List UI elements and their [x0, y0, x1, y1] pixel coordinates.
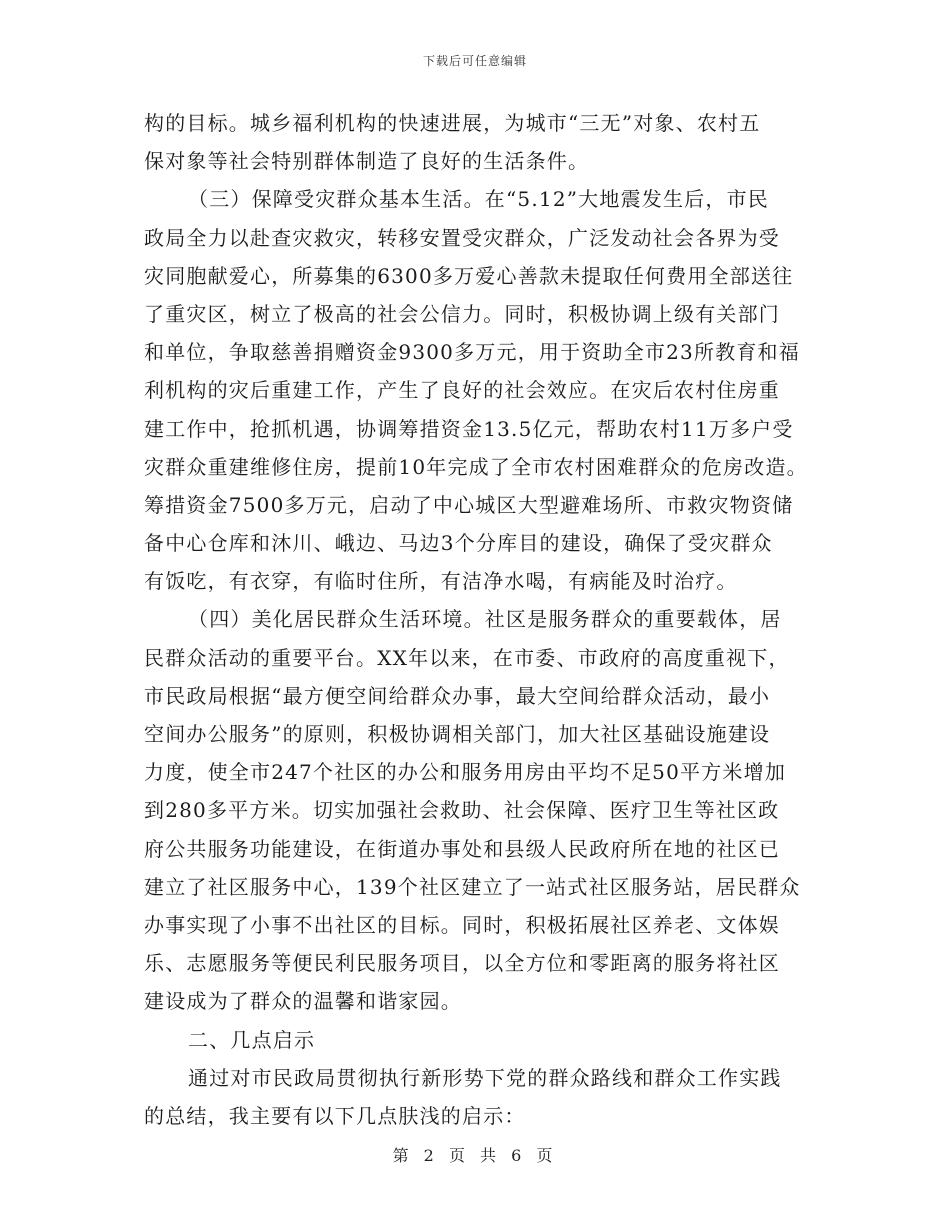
text-line: 的总结，我主要有以下几点肤浅的启示：	[144, 1103, 526, 1128]
text-line: 建设成为了群众的温馨和谐家园。	[144, 989, 462, 1014]
text-line: 乐、志愿服务等便民利民服务项目，以全方位和零距离的服务将社区	[144, 951, 780, 976]
text-line: 保对象等社会特别群体制造了良好的生活条件。	[144, 149, 590, 174]
text-line: 有饭吃，有衣穿，有临时住所，有洁净水喝，有病能及时治疗。	[144, 569, 738, 594]
text-line: 力度，使全市247个社区的办公和服务用房由平均不足50平方米增加	[144, 760, 787, 785]
page-header: 下载后可任意编辑	[422, 54, 527, 68]
text-line: 到280多平方米。切实加强社会救助、社会保障、医疗卫生等社区政	[144, 798, 780, 823]
text-line: 二、几点启示	[188, 1027, 316, 1052]
text-line: 筹措资金7500多万元，启动了中心城区大型避难场所、市救灾物资储	[144, 492, 794, 517]
text-line: 备中心仓库和沐川、峨边、马边3个分库目的建设，确保了受灾群众	[144, 531, 773, 556]
text-line: 空间办公服务”的原则，积极协调相关部门，加大社区基础设施建设	[144, 722, 771, 746]
text-line: 灾同胞献爱心，所募集的6300多万爱心善款未提取任何费用全部送往	[144, 263, 794, 288]
text-line: （四）美化居民群众生活环境。社区是服务群众的重要载体，居	[188, 607, 782, 632]
text-line: 和单位，争取慈善捐赠资金9300多万元，用于资助全市23所教育和福	[144, 340, 800, 365]
text-line: 政局全力以赴查灾救灾，转移安置受灾群众，广泛发动社会各界为受	[144, 225, 780, 250]
text-line: 建立了社区服务中心，139个社区建立了一站式社区服务站，居民群众	[144, 874, 801, 899]
text-line: 建工作中，抢抓机遇，协调筹措资金13.5亿元，帮助农村11万多户受	[144, 416, 794, 441]
document-body	[144, 104, 814, 1135]
text-line: 了重灾区，树立了极高的社会公信力。同时，积极协调上级有关部门	[144, 301, 780, 326]
text-line: 构的目标。城乡福利机构的快速进展，为城市“三无”对象、农村五	[144, 111, 761, 135]
text-line: 府公共服务功能建设，在街道办事处和县级人民政府所在地的社区已	[144, 836, 780, 861]
text-line: 市民政局根据“最方便空间给群众办事，最大空间给群众活动，最小	[144, 683, 771, 708]
text-line: 通过对市民政局贯彻执行新形势下党的群众路线和群众工作实践	[188, 1065, 782, 1090]
text-line: 办事实现了小事不出社区的目标。同时，积极拓展社区养老、文体娱	[144, 912, 780, 937]
text-line: 利机构的灾后重建工作，产生了良好的社会效应。在灾后农村住房重	[144, 378, 780, 403]
text-line: （三）保障受灾群众基本生活。在“5.12”大地震发生后，市民	[188, 187, 769, 212]
text-line: 灾群众重建维修住房，提前10年完成了全市农村困难群众的危房改造。	[144, 454, 808, 479]
page-footer: 第 2 页 共 6 页	[392, 1146, 558, 1165]
text-line: 民群众活动的重要平台。XX年以来，在市委、市政府的高度重视下，	[144, 645, 790, 670]
